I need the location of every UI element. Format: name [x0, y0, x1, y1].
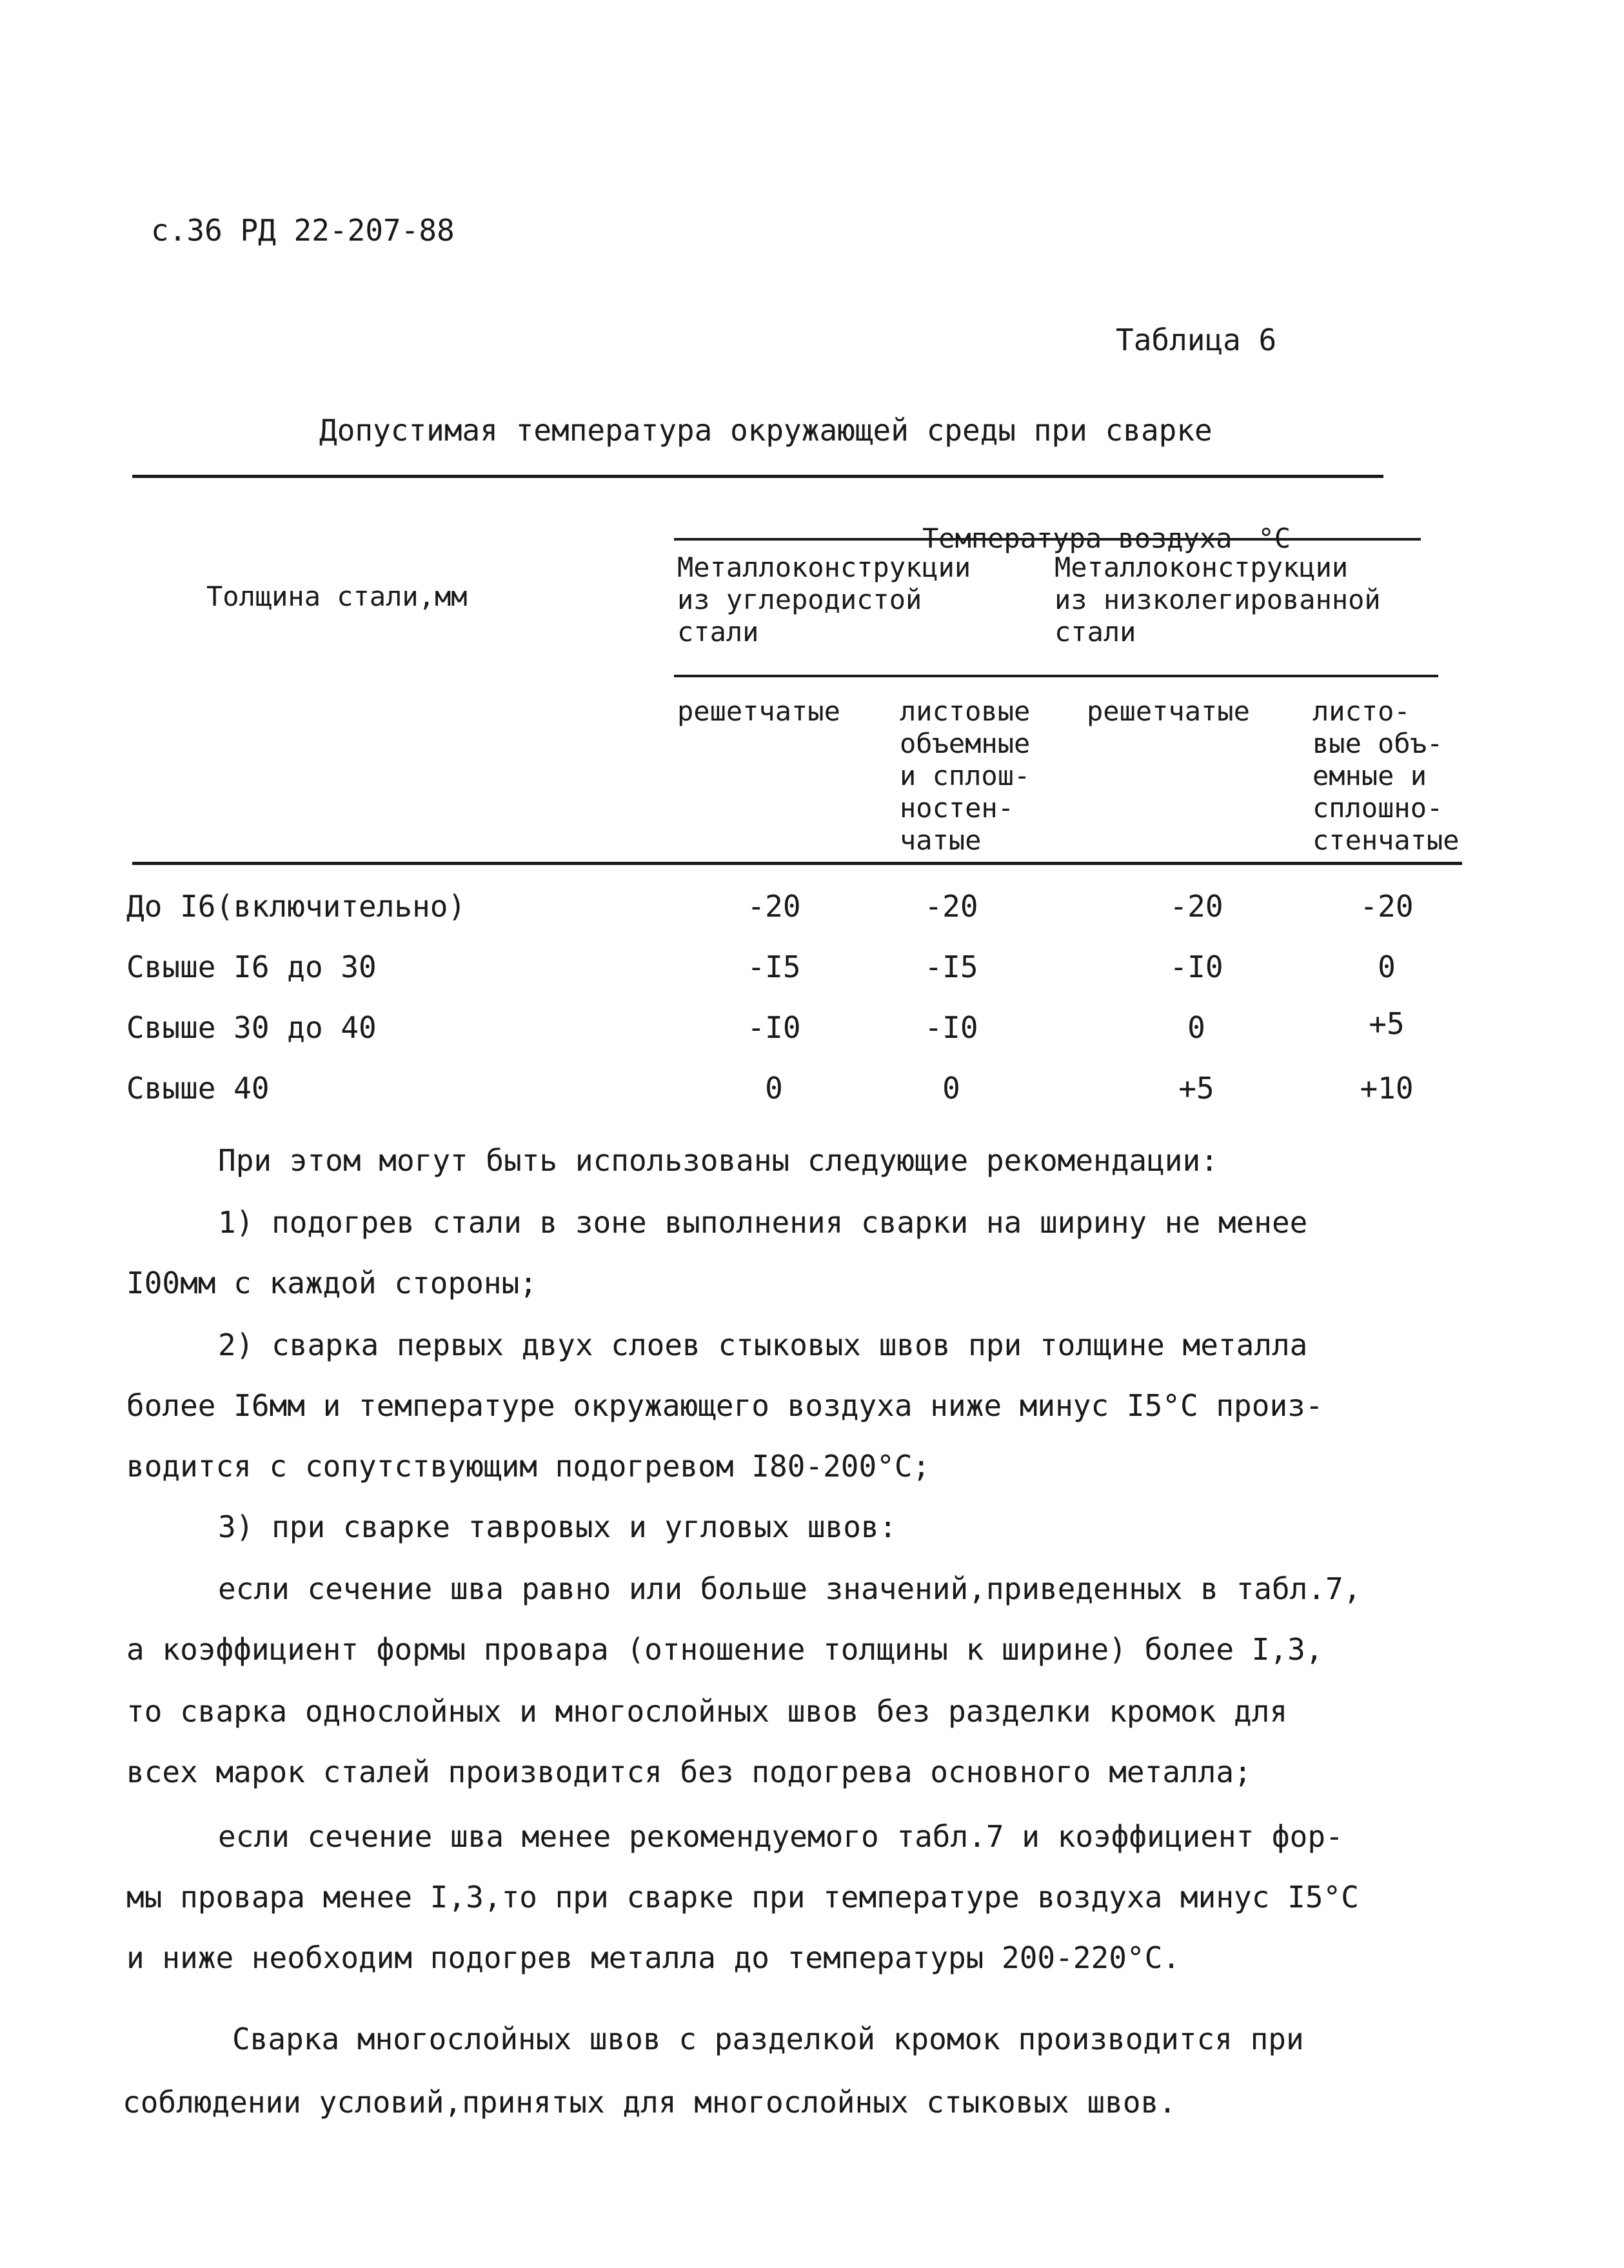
temp-header	[922, 490, 1291, 555]
table-cell: -I5	[747, 950, 801, 984]
table-cell: -20	[1169, 889, 1223, 924]
table-row-label: До I6(включительно)	[126, 889, 466, 924]
table-header-bottom-rule	[132, 862, 1462, 865]
paragraph-line: то сварка однослойных и многослойных швов без разделки кромок для	[126, 1694, 1288, 1729]
group-header-carbon: Металлоконструкции из углеродистой стали	[677, 552, 971, 648]
table-top-rule	[132, 475, 1383, 478]
subgroup-rule	[674, 675, 1438, 677]
table-cell: -I0	[924, 1010, 978, 1045]
table-cell: -I0	[1169, 950, 1223, 984]
paragraph-line: если сечение шва равно или больше значений,приведенных в табл.7,	[218, 1571, 1362, 1606]
table-row-label: Свыше 30 до 40	[126, 1010, 377, 1045]
temp-header-label: Температура воздуха	[922, 522, 1233, 554]
row-header: Толщина стали,мм	[206, 581, 468, 612]
paragraph-line: I00мм с каждой стороны;	[126, 1266, 537, 1300]
paragraph-line: если сечение шва менее рекомендуемого табл.7 и коэффициент фор-	[218, 1819, 1343, 1854]
paragraph-line: соблюдении условий,принятых для многослойных стыковых швов.	[123, 2085, 1176, 2120]
table-cell: +5	[1178, 1071, 1214, 1106]
group-header-lowalloy: Металлоконструкции из низколегированной стали	[1055, 552, 1381, 648]
table-cell: +5	[1369, 1006, 1405, 1041]
subcol-header: листо- вые объ- емные и сплошно- стенчатые	[1312, 695, 1460, 856]
table-row-label: Свыше I6 до 30	[126, 950, 377, 984]
paragraph-line: и ниже необходим подогрев металла до температуры 200-220°С.	[126, 1940, 1180, 1975]
subcol-header: листовые объемные и сплош- ностен- чатые	[900, 695, 1031, 856]
table-cell: 0	[1378, 950, 1396, 984]
paragraph-line: 3) при сварке тавровых и угловых швов:	[218, 1509, 897, 1544]
paragraph-line: При этом могут быть использованы следующие рекомендации:	[218, 1143, 1218, 1178]
table-cell: 0	[765, 1071, 783, 1106]
table-cell: -I0	[747, 1010, 801, 1045]
table-label: Таблица 6	[1116, 323, 1277, 357]
table-cell: 0	[1187, 1010, 1205, 1045]
table-cell: 0	[942, 1071, 960, 1106]
subcol-header: решетчатые	[677, 695, 840, 727]
paragraph-line: мы провара менее I,3,то при сварке при температуре воздуха минус I5°С	[126, 1880, 1359, 1915]
paragraph-line: 1) подогрев стали в зоне выполнения сварки на ширину не менее	[218, 1205, 1308, 1240]
temp-unit: °С	[1258, 522, 1291, 554]
paragraph-line: всех марок сталей производится без подогрева основного металла;	[126, 1755, 1252, 1789]
table-cell: -20	[924, 889, 978, 924]
page-header: с.36 РД 22-207-88	[151, 213, 455, 248]
table-caption: Допустимая температура окружающей среды при сварке	[319, 413, 1213, 448]
paragraph-line: более I6мм и температуре окружающего воздуха ниже минус I5°С произ-	[126, 1388, 1323, 1423]
table-cell: -20	[1360, 889, 1414, 924]
paragraph-line: 2) сварка первых двух слоев стыковых швов при толщине металла	[218, 1328, 1308, 1362]
paragraph-line: Сварка многослойных швов с разделкой кромок производится при	[232, 2022, 1304, 2056]
subcol-header: решетчатые	[1087, 695, 1250, 727]
paragraph-line: а коэффициент формы провара (отношение толщины к ширине) более I,3,	[126, 1632, 1323, 1667]
table-cell: -20	[747, 889, 801, 924]
paragraph-line: водится с сопутствующим подогревом I80-200°С;	[126, 1449, 931, 1484]
table-cell: +10	[1360, 1071, 1414, 1106]
table-cell: -I5	[924, 950, 978, 984]
table-row-label: Свыше 40	[126, 1071, 270, 1106]
